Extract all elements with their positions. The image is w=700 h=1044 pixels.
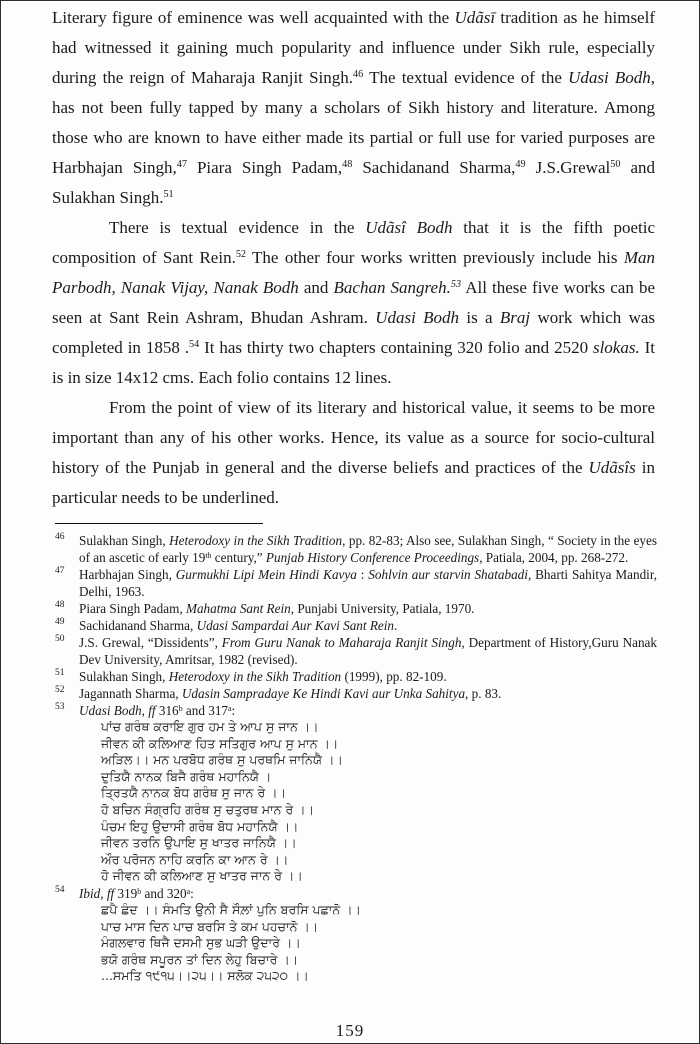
- text-segment: Udãsî Bodh: [365, 218, 453, 237]
- text-segment: Sachidanand Sharma,: [79, 618, 197, 633]
- text-segment: :: [190, 885, 194, 901]
- footnote-separator: [55, 523, 263, 524]
- gurmukhi-verse-line: ਪਾਚ ਮਾਸ ਦਿਨ ਪਾਚ ਬਰਸਿ ਤੇ ਕਮ ਪਹਚਾਨੋ ।।: [101, 918, 319, 934]
- text-segment: Udãsîs: [588, 458, 636, 477]
- footnote-ref: a: [186, 886, 191, 896]
- text-segment: :: [231, 703, 236, 718]
- footnote-ref: b: [137, 886, 142, 896]
- footnotes-section: [1, 530, 699, 985]
- gurmukhi-verse-line: ਦੁਤਿਯੈ ਨਾਨਕ ਬਿਜੈ ਗਰੰਥ ਮਹਾਨਿਯੈ ।: [101, 768, 272, 784]
- text-segment: Sulakhan Singh,: [79, 533, 170, 548]
- text-segment: Mahatma Sant Rein: [185, 601, 291, 616]
- text-segment: and Sulakhan Singh.: [52, 158, 655, 207]
- text-segment: From the point of view of its literary and historical value, it seems to be more important than any of his other works. Hence, its value as a source for socio-cultural history of the Punjab in general and the diverse beliefs and practices of the: [52, 398, 655, 477]
- footnote-item: [53, 685, 657, 702]
- text-segment: Braj: [499, 308, 531, 327]
- footnote-number: 48: [55, 600, 65, 610]
- text-segment: is a: [459, 308, 500, 327]
- text-segment: (1999), pp. 82-109.: [341, 669, 447, 684]
- footnote-number: 53: [55, 702, 65, 712]
- text-segment: J.S.Grewal: [525, 158, 611, 177]
- text-segment: There is textual evidence in the: [109, 218, 366, 237]
- footnote-item: [53, 566, 657, 600]
- body-paragraph: [52, 393, 655, 513]
- text-segment: , Patiala, 2004, pp. 268-272.: [479, 550, 629, 565]
- text-segment: Piara Singh Padam,: [186, 158, 343, 177]
- footnote-ref: 49: [515, 159, 526, 171]
- text-segment: Udãsī: [454, 8, 496, 27]
- text-segment: :: [356, 567, 369, 582]
- footnote-ref: 50: [610, 159, 621, 171]
- text-segment: Bachan Sangreh.: [333, 278, 451, 297]
- text-segment: work which was completed in 1858 .: [52, 308, 656, 357]
- text-segment: , Punjabi University, Patiala, 1970.: [290, 601, 475, 616]
- text-segment: The other four works written previously include his: [246, 248, 624, 267]
- footnote-ref: 48: [342, 159, 353, 171]
- text-segment: and: [298, 278, 334, 297]
- text-segment: Udasi Bodh, ff: [79, 703, 159, 718]
- footnote-ref: th: [205, 550, 212, 560]
- text-segment: Sohlvin aur starvin Shatabadi: [368, 567, 528, 582]
- footnote-number: 52: [55, 685, 65, 695]
- gurmukhi-verse-line: ਮੰਗਲਵਾਰ ਥਿਜੈ ਦਸਮੀ ਸੁਭ ਘੜੀ ਉਦਾਰੇ ।।: [101, 935, 301, 951]
- gurmukhi-verse-line: ਹੋ ਜੀਵਨ ਕੀ ਕਲਿਆਣ ਸੁ ਖਾਤਰ ਜਾਨ ਰੇ ।।: [101, 868, 303, 884]
- gurmukhi-verse-line: ਜੀਵਨ ਤਰਨਿ ਉਪਾਇ ਸੁ ਖਾਤਰ ਜਾਨਿਯੈ ।।: [101, 835, 297, 851]
- gurmukhi-verse-line: ਹੋ ਬਚਿਨ ਸੰਗ੍ਰਹਿ ਗਰੰਥ ਸੁ ਚਤੁਰਥ ਮਾਨ ਰੇ ।।: [101, 801, 315, 817]
- footnote-item: [53, 668, 657, 685]
- text-segment: century,”: [211, 550, 266, 565]
- footnote-number: 50: [55, 634, 65, 644]
- footnote-ref: 47: [176, 159, 187, 171]
- text-segment: Ibid, ff: [79, 885, 118, 901]
- text-segment: It is in size 14x12 cms. Each folio contains 12 lines.: [52, 338, 656, 387]
- text-segment: , Department of History,Guru Nanak Dev University, Amritsar, 1982 (revised).: [79, 635, 657, 667]
- text-segment: All these five works can be seen at Sant Rein Ashram, Bhudan Ashram.: [52, 278, 655, 327]
- text-segment: Udasi Sampardai Aur Kavi Sant Rein: [196, 618, 395, 633]
- text-segment: From Guru Nanak to Maharaja Ranjit Singh: [221, 635, 462, 650]
- footnote-item: [53, 600, 657, 617]
- text-segment: Udasin Sampradaye Ke Hindi Kavi aur Unka Sahitya: [181, 686, 466, 701]
- text-segment: slokas.: [592, 338, 640, 357]
- gurmukhi-verse-line: ਭਯੋ ਗਰੰਥ ਸਪੂਰਨ ਤਾਂ ਦਿਨ ਲੇਹੁ ਬਿਚਾਰੇ ।।: [101, 951, 299, 967]
- footnote-ref: 51: [163, 189, 174, 201]
- footnote-number: 51: [55, 668, 65, 678]
- text-segment: Sachidanand Sharma,: [352, 158, 516, 177]
- text-segment: Gurmukhi Lipi Mein Hindi Kavya: [175, 567, 357, 582]
- footnote-number: 54: [55, 884, 65, 895]
- gurmukhi-verse-line: ...ਸਮਤਿ ੧੯੧੫।।੨੫।। ਸਲੋਕ ੨੫੨੦ ।।: [101, 968, 309, 984]
- text-segment: Heterodoxy in the Sikh Tradition: [168, 669, 342, 684]
- text-segment: J.S. Grewal, “Dissidents”,: [79, 635, 222, 650]
- footnote-number: 49: [55, 617, 65, 627]
- text-segment: Man Parbodh, Nanak Vijay, Nanak Bodh: [52, 248, 655, 297]
- gurmukhi-verse-line: ਤ੍ਰਿਤਯੈ ਨਾਨਕ ਬੋਧ ਗਰੰਥ ਸੁ ਜਾਨ ਰੇ ।।: [101, 785, 287, 801]
- text-segment: Udasi Bodh: [568, 68, 651, 87]
- footnote-ref: 54: [188, 339, 200, 351]
- footnote-number: 47: [55, 566, 65, 576]
- text-segment: , Bharti Sahitya Mandir, Delhi, 1963.: [79, 567, 658, 599]
- body-paragraph: [52, 213, 655, 393]
- gurmukhi-verse-line: ਪੰਚਮ ਇਹੁ ਉਦਾਸੀ ਗਰੰਥ ਬੋਧ ਮਹਾਨਿਯੈ ।।: [101, 818, 299, 834]
- footnote-ref: b: [178, 703, 183, 713]
- footnote-item: [53, 885, 657, 985]
- body-paragraph: [52, 3, 655, 213]
- text-segment: Literary figure of eminence was well acquainted with the: [52, 8, 455, 27]
- footnote-item: [53, 617, 657, 634]
- footnote-number: 46: [55, 532, 65, 542]
- footnote-item: [53, 634, 657, 668]
- text-segment: , pp. 82-83; Also see, Sulakhan Singh, “ Society in the eyes of an ascetic of early 19: [79, 533, 658, 565]
- text-segment: Punjab History Conference Proceedings: [265, 550, 480, 565]
- text-segment: The textual evidence of the: [363, 68, 569, 87]
- text-segment: It has thirty two chapters containing 320 folio and 2520: [199, 338, 593, 357]
- text-segment: Harbhajan Singh,: [79, 567, 176, 582]
- gurmukhi-verse-line: ਪਾਂਚ ਗਰੰਥ ਕਰਾਇ ਗੁਰ ਹਮ ਤੇ ਆਪ ਸੁ ਜਾਨ ।।: [101, 719, 319, 734]
- gurmukhi-verse-line: ਅੜਿਲ।। ਮਨ ਪਰਬੋਧ ਗਰੰਥ ਸੁ ਪਰਥਮਿ ਜਾਨਿਯੈ ।।: [101, 752, 343, 768]
- text-segment: Udasi Bodh: [375, 308, 460, 327]
- gurmukhi-verse-line: ਛਪੈ ਛੰਦ ।। ਸੰਮਤਿ ਉਨੀ ਸੈ ਸੌਲ਼ਾਂ ਪੁਨਿ ਬਰਸਿ ਪਛਾਨੋ ।।: [101, 901, 361, 917]
- footnote-ref: a: [228, 703, 232, 713]
- text-segment: , p. 83.: [465, 686, 502, 701]
- footnote-ref: 46: [353, 69, 364, 81]
- text-segment: Piara Singh Padam,: [79, 601, 186, 616]
- gurmukhi-verse-line: ਔਰ ਪਰੋਜਨ ਨਾਹਿ ਕਰਨਿ ਕਾ ਆਨ ਰੇ ।।: [101, 851, 289, 867]
- footnote-ref: 53: [450, 279, 462, 291]
- text-segment: that it is the fifth poetic composition of Sant Rein.: [52, 218, 655, 267]
- text-segment: tradition as he himself had witnessed it gaining much popularity and influence under Sikh rule, especially during the reign of Maharaja Ranjit Singh.: [52, 8, 655, 87]
- gurmukhi-verse-line: ਜੀਵਨ ਕੀ ਕਲਿਆਣ ਹਿਤ ਸਤਿਗੁਰ ਆਪ ਸੁ ਮਾਨ ।।: [101, 735, 339, 751]
- text-segment: , has not been fully tapped by many a scholars of Sikh history and literature. Among those who are known to have either made its partial or full use for varied purposes are Harbhajan Singh,: [52, 68, 655, 177]
- text-segment: 319: [117, 885, 138, 901]
- text-segment: Heterodoxy in the Sikh Tradition: [169, 533, 343, 548]
- footnote-ref: 52: [235, 249, 247, 261]
- text-segment: Sulakhan Singh,: [79, 669, 169, 684]
- page-number: 159: [335, 1021, 365, 1040]
- footnote-item: [53, 702, 657, 885]
- text-segment: Jagannath Sharma,: [79, 686, 182, 701]
- text-segment: in particular needs to be underlined.: [52, 458, 655, 507]
- text-segment: .: [394, 618, 398, 633]
- text-segment: 316: [158, 703, 179, 718]
- text-segment: and 317: [182, 703, 229, 718]
- footnote-item: [53, 532, 657, 566]
- text-segment: and 320: [141, 885, 187, 901]
- body-text: [1, 1, 699, 513]
